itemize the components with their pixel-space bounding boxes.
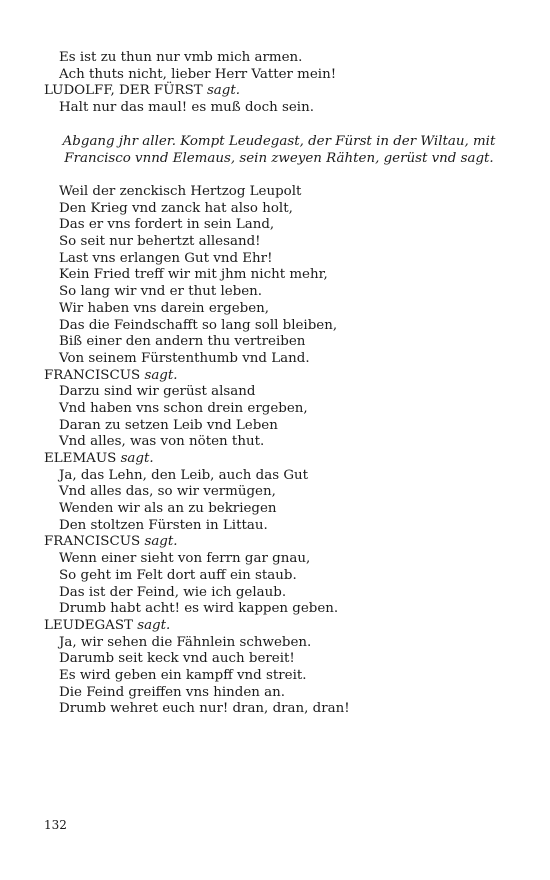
verse-line: Darumb seit keck vnd auch bereit!	[59, 651, 295, 667]
verse-line: So geht im Felt dort auff ein staub.	[59, 567, 297, 583]
speaker-heading	[44, 451, 514, 468]
verse-line: Die Feind greiffen vns hinden an.	[59, 684, 286, 700]
speaker-name: ELEMAUS	[44, 451, 117, 466]
verse-line: Es ist zu thun nur vmb mich armen.	[59, 50, 303, 65]
text-block-main	[44, 184, 514, 718]
verse-line: Von seinem Fürstenthumb vnd Land.	[59, 350, 310, 366]
speaker-heading	[44, 368, 514, 385]
text-block-opening	[44, 50, 514, 117]
verse-line: Last vns erlangen Gut vnd Ehr!	[59, 250, 273, 266]
verse-line: Das ist der Feind, wie ich gelaub.	[59, 584, 287, 600]
verse-line: So seit nur behertzt allesand!	[59, 234, 261, 250]
verse-line: Drumb habt acht! es wird kappen geben.	[59, 601, 339, 617]
speaker-tag: sagt.	[120, 451, 154, 466]
speaker-name: LUDOLFF, DER FÜRST	[44, 83, 203, 99]
verse-line: Vnd alles das, so wir vermügen,	[59, 484, 276, 500]
stage-direction-line: Abgang jhr aller. Kompt Leudegast, der Fürst in der Wiltau, mit	[62, 134, 496, 149]
verse-line: Darzu sind wir gerüst alsand	[59, 384, 256, 400]
verse-line: Wenden wir als an zu bekriegen	[59, 501, 277, 517]
speaker-heading	[44, 618, 514, 635]
verse-line: Weil der zenckisch Hertzog Leupolt	[59, 184, 302, 199]
stage-direction	[44, 134, 514, 167]
verse-line: Es wird geben ein kampff vnd streit.	[59, 667, 307, 683]
speaker-heading	[44, 83, 514, 100]
verse-line: Wir haben vns darein ergeben,	[59, 300, 270, 316]
speaker-tag: sagt.	[144, 534, 178, 550]
verse-line: Das die Feindschafft so lang soll bleiben,	[59, 317, 338, 333]
speaker-name: FRANCISCUS	[44, 534, 141, 550]
verse-line: Drumb wehret euch nur! dran, dran, dran!	[59, 701, 350, 717]
speaker-tag: sagt.	[206, 83, 241, 99]
stage-direction-line: Francisco vnnd Elemaus, sein zweyen Rähten, gerüst vnd sagt.	[64, 150, 494, 166]
verse-line: Den Krieg vnd zanck hat also holt,	[59, 200, 293, 216]
verse-line: Ja, wir sehen die Fähnlein schweben.	[59, 634, 312, 650]
verse-line: Kein Fried treff wir mit jhm nicht mehr,	[59, 267, 328, 283]
verse-line: Den stoltzen Fürsten in Littau.	[59, 517, 268, 533]
speaker-tag: sagt.	[144, 367, 178, 383]
speaker-heading	[44, 534, 514, 551]
speaker-tag: sagt.	[137, 617, 171, 633]
verse-line: Vnd alles, was von nöten thut.	[59, 434, 265, 450]
verse-line: Daran zu setzen Leib vnd Leben	[59, 417, 278, 433]
verse-line: So lang wir vnd er thut leben.	[59, 284, 263, 300]
speaker-name: LEUDEGAST	[44, 617, 133, 633]
verse-line: Biß einer den andern thu vertreiben	[59, 334, 306, 350]
verse-line: Ja, das Lehn, den Leib, auch das Gut	[59, 467, 309, 483]
verse-line: Vnd haben vns schon drein ergeben,	[59, 400, 308, 416]
verse-line: Wenn einer sieht von ferrn gar gnau,	[59, 551, 311, 567]
verse-line: Halt nur das maul! es muß doch sein.	[59, 100, 314, 116]
page-number: 132	[44, 818, 67, 832]
verse-line: Ach thuts nicht, lieber Herr Vatter mein!	[59, 66, 337, 82]
speaker-name: FRANCISCUS	[44, 367, 141, 383]
verse-line: Das er vns fordert in sein Land,	[59, 217, 275, 233]
